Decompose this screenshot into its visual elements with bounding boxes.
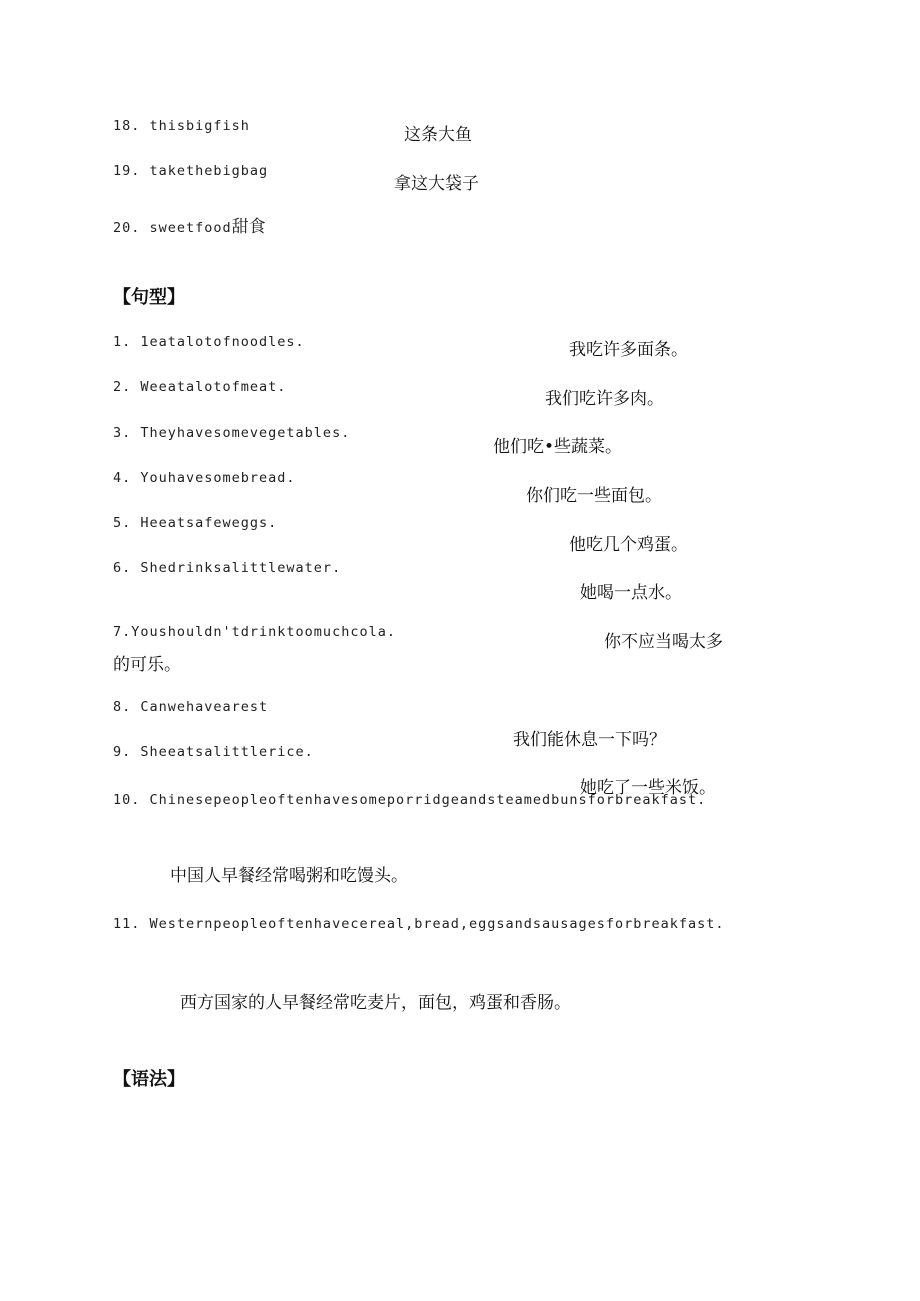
sentence-1-zh: 我吃许多面条。	[569, 340, 688, 360]
sentence-3-zh: 他们吃•些蔬菜。	[493, 437, 623, 457]
sentence-7-zh-continued: 的可乐。	[113, 655, 181, 675]
vocab-item-18-en: 18. thisbigfish	[113, 118, 250, 134]
sentence-2-en: 2. Weeatalotofmeat.	[113, 379, 287, 395]
vocab-item-19-en: 19. takethebigbag	[113, 163, 269, 179]
sentence-10-en: 10. Chinesepeopleoftenhavesomeporridgeandsteamedbunsforbreakfast.	[113, 792, 707, 808]
vocab-item-20	[113, 212, 266, 237]
sentence-3-en: 3. Theyhavesomevegetables.	[113, 425, 351, 441]
sentence-8-en: 8. Canwehavearest	[113, 699, 269, 715]
sentence-10-zh: 中国人早餐经常喝粥和吃馒头。	[170, 866, 408, 886]
sentence-7-en: 7.Youshouldn'tdrinktoomuchcola.	[113, 624, 396, 640]
sentence-5-zh: 他吃几个鸡蛋。	[569, 535, 688, 555]
vocab-item-20-en: 20. sweetfood	[113, 220, 232, 236]
section-heading-sentence-patterns: 【句型】	[113, 287, 185, 308]
vocab-item-20-zh: 甜食	[231, 217, 266, 237]
sentence-2-zh: 我们吃许多肉。	[545, 389, 664, 409]
sentence-11-en: 11. Westernpeopleoftenhavecereal,bread,eggsandsausagesforbreakfast.	[113, 916, 725, 932]
sentence-5-en: 5. Heeatsafeweggs.	[113, 515, 278, 531]
sentence-4-en: 4. Youhavesomebread.	[113, 470, 296, 486]
sentence-7-zh: 你不应当喝太多	[604, 632, 723, 652]
vocab-item-18-zh: 这条大鱼	[404, 125, 472, 145]
sentence-6-zh: 她喝一点水。	[580, 583, 682, 603]
sentence-8-zh: 我们能休息一下吗？	[513, 730, 666, 750]
vocab-item-19-zh: 拿这大袋子	[394, 174, 479, 194]
section-heading-grammar: 【语法】	[113, 1069, 185, 1090]
sentence-11-zh: 西方国家的人早餐经常吃麦片，面包，鸡蛋和香肠。	[180, 993, 571, 1013]
sentence-9-en: 9. Sheeatsalittlerice.	[113, 744, 314, 760]
sentence-9-zh: 她吃了一些米饭。	[580, 778, 716, 798]
sentence-1-en: 1. 1eatalotofnoodles.	[113, 334, 305, 350]
sentence-6-en: 6. Shedrinksalittlewater.	[113, 560, 342, 576]
sentence-4-zh: 你们吃一些面包。	[526, 486, 662, 506]
